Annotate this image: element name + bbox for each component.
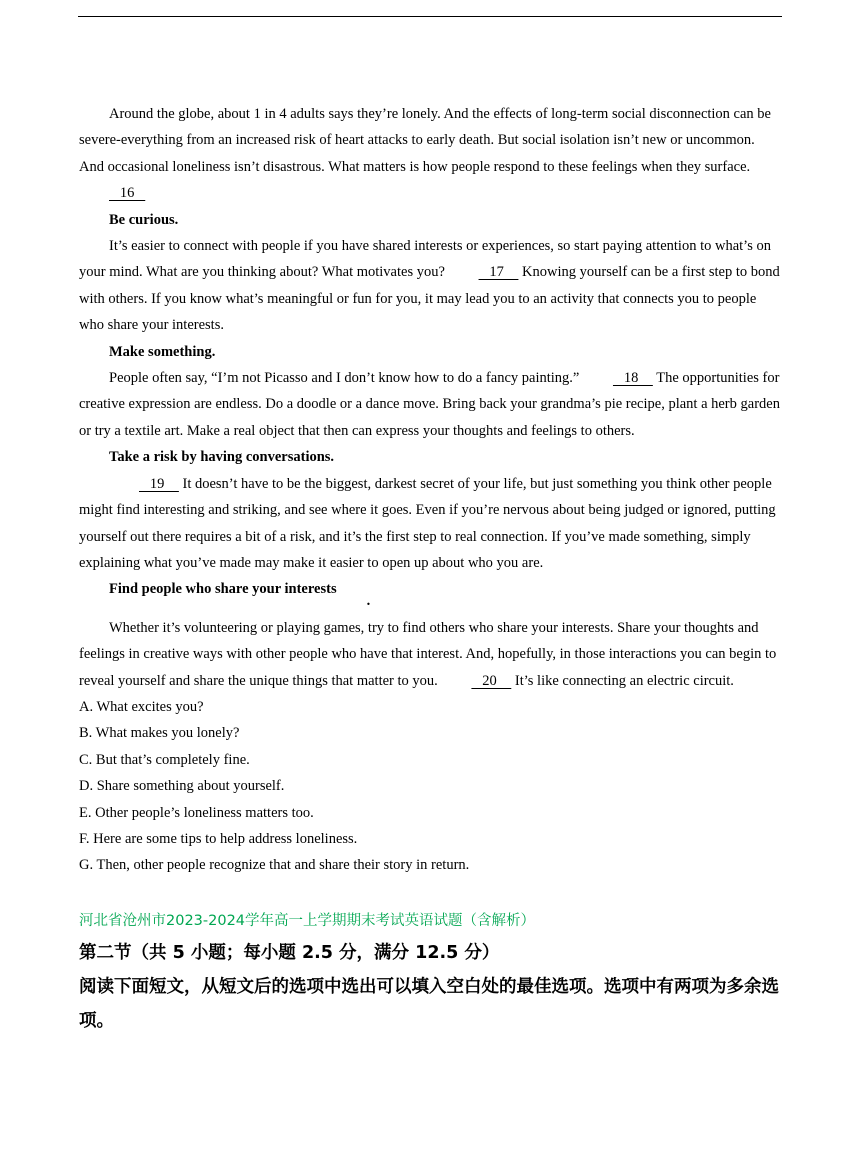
option-b: B. What makes you lonely? <box>79 725 240 742</box>
option-g: G. Then, other people recognize that and share their story in return. <box>79 857 470 874</box>
passage <box>79 101 782 879</box>
paragraph-4-text: It doesn’t have to be the biggest, darkest secret of your life, but just something you think other people might find interesting and striking, and see where it goes. Even if you’re nervous about being judged or ignored, putting yourself out there requires a bit of a risk, and it’s the first step to real connection. If you’ve made something, simply explaining what you’ve made may make it easier to open up about who you are. <box>79 475 776 571</box>
paragraph-2-text-a: It’s easier to connect with people if you have shared interests or experiences, so start paying attention to what’s on your mind. What are you thinking about? What motivates you? <box>79 238 771 281</box>
option-d: D. Share something about yourself. <box>79 778 285 795</box>
paragraph-1-text: Around the globe, about 1 in 4 adults says they’re lonely. And the effects of long-term social disconnection can be severe-everything from an increased risk of heart attacks to early death. But social isolation isn’t new or uncommon. And occasional loneliness isn’t disastrous. What matters is how people respond to these feelings when they surface. <box>79 106 771 175</box>
section-heading: 第二节（共 5 小题；每小题 2.5 分，满分 12.5 分） <box>79 943 500 963</box>
paragraph-2-text-b: Knowing yourself can be a first step to bond with others. If you know what’s meaningful or fun for you, it may lead you to an activity that connects you to people who share your interests. <box>79 264 780 334</box>
paragraph-3-text-a: People often say, “I’m not Picasso and I don’t know how to do a fancy painting.” <box>109 370 580 387</box>
option-c: C. But that’s completely fine. <box>79 751 250 768</box>
paragraph-5 <box>79 615 782 694</box>
paragraph-3-text-b: The opportunities for creative expression are endless. Do a doodle or a dance move. Bring back your grandma’s pie recipe, plant a herb garden or try a textile art. Make a real object that then can express your thoughts and feelings to others. <box>79 370 780 439</box>
source-title: 河北省沧州市2023-2024学年高一上学期期末考试英语试题（含解析） <box>79 913 536 929</box>
heading-dot: . <box>366 593 371 610</box>
option-a: A. What excites you? <box>79 698 204 715</box>
paragraph-1 <box>79 101 782 207</box>
header-rule <box>78 16 782 17</box>
heading-find-people-text: Find people who share your interests <box>109 581 337 598</box>
blank-17: 17 <box>478 264 519 281</box>
heading-find-people <box>79 576 782 610</box>
paragraph-5-text-b: It’s like connecting an electric circuit. <box>514 672 734 689</box>
heading-be-curious: Be curious. <box>109 211 179 228</box>
blank-16: 16 <box>109 185 146 202</box>
option-e: E. Other people’s loneliness matters too. <box>79 804 314 821</box>
blank-18: 18 <box>612 370 653 387</box>
heading-make-something: Make something. <box>109 343 216 360</box>
paragraph-4 <box>79 471 782 577</box>
option-f: F. Here are some tips to help address loneliness. <box>79 830 358 847</box>
paragraph-3 <box>79 365 782 444</box>
instruction-text: 阅读下面短文，从短文后的选项中选出可以填入空白处的最佳选项。选项中有两项为多余选项。 <box>79 977 779 1031</box>
heading-take-a-risk: Take a risk by having conversations. <box>109 449 335 466</box>
paragraph-5-text-a: Whether it’s volunteering or playing games, try to find others who share your interests. Share your thoughts and feelings in creative ways with other people who have that interest. And, hopefully, in those interactions you can begin to reveal yourself and share the unique things that matter to you. <box>79 619 777 689</box>
paragraph-2 <box>79 233 782 339</box>
blank-20: 20 <box>471 672 512 689</box>
blank-19: 19 <box>139 475 179 492</box>
